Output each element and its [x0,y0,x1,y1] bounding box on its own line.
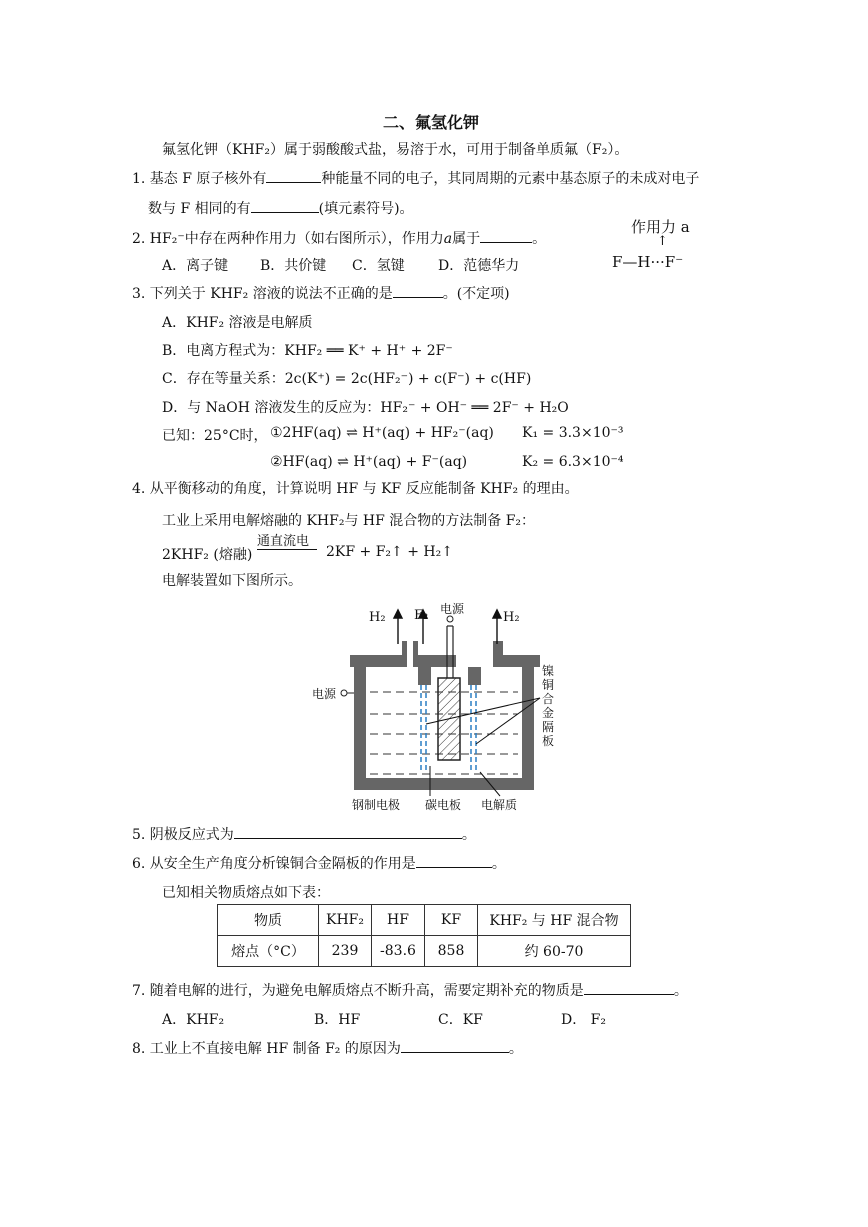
q6-blank[interactable] [416,853,492,868]
electrolysis-diagram [300,596,570,818]
question-7 [132,980,688,1000]
q5-text-b: 。 [461,827,476,843]
q1-blank-1[interactable] [266,168,321,183]
question-4: 4. 从平衡移动的角度，计算说明 HF 与 KF 反应能制备 KHF₂ 的理由。 [132,481,579,497]
q5-blank[interactable] [234,824,462,839]
power-top-label: 电源 [440,602,465,616]
known-prefix: 已知：25°C时， [162,428,268,444]
question-1-line-1 [132,168,699,188]
question-5 [132,824,476,844]
force-label: 作用力 a [631,218,690,236]
q2-var: a [443,231,453,247]
q7-option-b[interactable]: B．HF [314,1012,361,1028]
carbon-electrode-label: 碳电板 [425,798,462,812]
q7-option-c[interactable]: C．KF [438,1012,483,1028]
f2-label: F₂ [414,608,429,623]
q8-text-b: 。 [508,1041,523,1057]
table-header: HF [372,905,425,936]
industry-eq-left: 2KHF₂ (熔融) [162,547,253,563]
q2-text-b: 属于 [452,231,481,247]
table-header: 物质 [218,905,319,936]
q7-blank[interactable] [584,980,674,995]
page-title: 二、氟氢化钾 [383,113,480,132]
q1-text-c: 数与 F 相同的有 [148,201,251,217]
q2-option-d[interactable]: D．范德华力 [438,258,520,274]
known-k1: K₁ = 3.3×10⁻³ [522,425,624,441]
q1-text-d: (填元素符号)。 [318,201,414,217]
table-header: KHF₂ 与 HF 混合物 [478,905,631,936]
power-left-label: 电源 [312,687,337,701]
h2-left-label: H₂ [369,610,386,625]
table-row [218,936,631,967]
q1-text-b: 种能量不同的电子，其同周期的元素中基态原子的未成对电子 [321,171,700,187]
q8-text-a: 8. 工业上不直接电解 HF 制备 F₂ 的原因为 [132,1041,401,1057]
table-header: KF [425,905,478,936]
melting-intro: 已知相关物质熔点如下表： [162,885,330,901]
table-cell: 239 [319,936,372,967]
q2-blank[interactable] [480,228,532,243]
q5-text-a: 5. 阴极反应式为 [132,827,234,843]
q2-option-b[interactable]: B．共价键 [260,258,327,274]
known-k2: K₂ = 6.3×10⁻⁴ [522,454,624,470]
lid-center [413,655,456,667]
lid-left [350,655,402,667]
table-header: KHF₂ [319,905,372,936]
q1-blank-2[interactable] [251,198,319,213]
q3-text-a: 3. 下列关于 KHF₂ 溶液的说法不正确的是 [132,286,393,302]
table-header-row [218,905,631,936]
q3-option-c[interactable]: C．存在等量关系：2c(K⁺) = 2c(HF₂⁻) + c(F⁻) + c(HF) [162,371,532,387]
q3-option-d[interactable]: D．与 NaOH 溶液发生的反应为：HF₂⁻ + OH⁻ ══ 2F⁻ + H₂O [162,400,569,416]
known-equation-1: ①2HF(aq) ⇌ H⁺(aq) + HF₂⁻(aq) [270,425,494,441]
alloy-separator-label: 镍 铜 合 金 隔 板 [542,664,555,748]
q7-option-d[interactable]: D． F₂ [561,1012,607,1028]
q6-text-a: 6. 从安全生产角度分析镍铜合金隔板的作用是 [132,856,416,872]
q6-text-b: 。 [491,856,506,872]
q7-text-a: 7. 随着电解的进行，为避免电解质熔点不断升高，需要定期补充的物质是 [132,983,584,999]
question-1-line-2 [148,198,414,218]
q8-blank[interactable] [401,1038,509,1053]
q2-option-c[interactable]: C．氢键 [352,258,405,274]
q2-option-a[interactable]: A．离子键 [162,258,229,274]
h2-right-label: H₂ [503,610,520,625]
q7-option-a[interactable]: A．KHF₂ [162,1012,225,1028]
q3-option-b[interactable]: B．电离方程式为：KHF₂ ══ K⁺ + H⁺ + 2F⁻ [162,343,453,359]
q3-option-a[interactable]: A．KHF₂ 溶液是电解质 [162,315,313,331]
power-terminal-left [341,690,347,696]
industry-eq-condition: 通直流电 [257,534,310,549]
lid-right [498,655,540,667]
question-8 [132,1038,523,1058]
q2-text-a: 2. HF₂⁻中存在两种作用力（如右图所示），作用力 [132,231,444,247]
industry-intro: 工业上采用电解熔融的 KHF₂与 HF 混合物的方法制备 F₂： [162,513,536,529]
industry-eq-right: 2KF + F₂↑ + H₂↑ [326,544,453,560]
industry-caption: 电解装置如下图所示。 [162,573,302,589]
table-cell: -83.6 [372,936,425,967]
known-equation-2: ②HF(aq) ⇌ H⁺(aq) + F⁻(aq) [270,454,468,470]
hf2-structure: F—H···F⁻ [612,253,684,271]
industry-eq-bar [257,549,317,550]
question-6 [132,853,506,873]
table-cell: 858 [425,936,478,967]
melting-point-table [217,904,631,967]
question-2 [132,228,546,248]
table-cell: 熔点（°C） [218,936,319,967]
table-cell: 约 60-70 [478,936,631,967]
electrolyte-label: 电解质 [481,798,518,812]
q3-text-b: 。(不定项) [442,286,510,302]
up-arrow-icon: ↑ [657,234,668,249]
q1-text-a: 1. 基态 F 原子核外有 [132,171,267,187]
q2-text-c: 。 [532,231,547,247]
q3-blank[interactable] [393,283,443,298]
q7-text-b: 。 [673,983,688,999]
steel-electrode-label: 钢制电极 [352,798,401,812]
intro-text: 氟氢化钾（KHF₂）属于弱酸酸式盐，易溶于水，可用于制备单质氟（F₂）。 [162,142,629,158]
question-3 [132,283,510,303]
